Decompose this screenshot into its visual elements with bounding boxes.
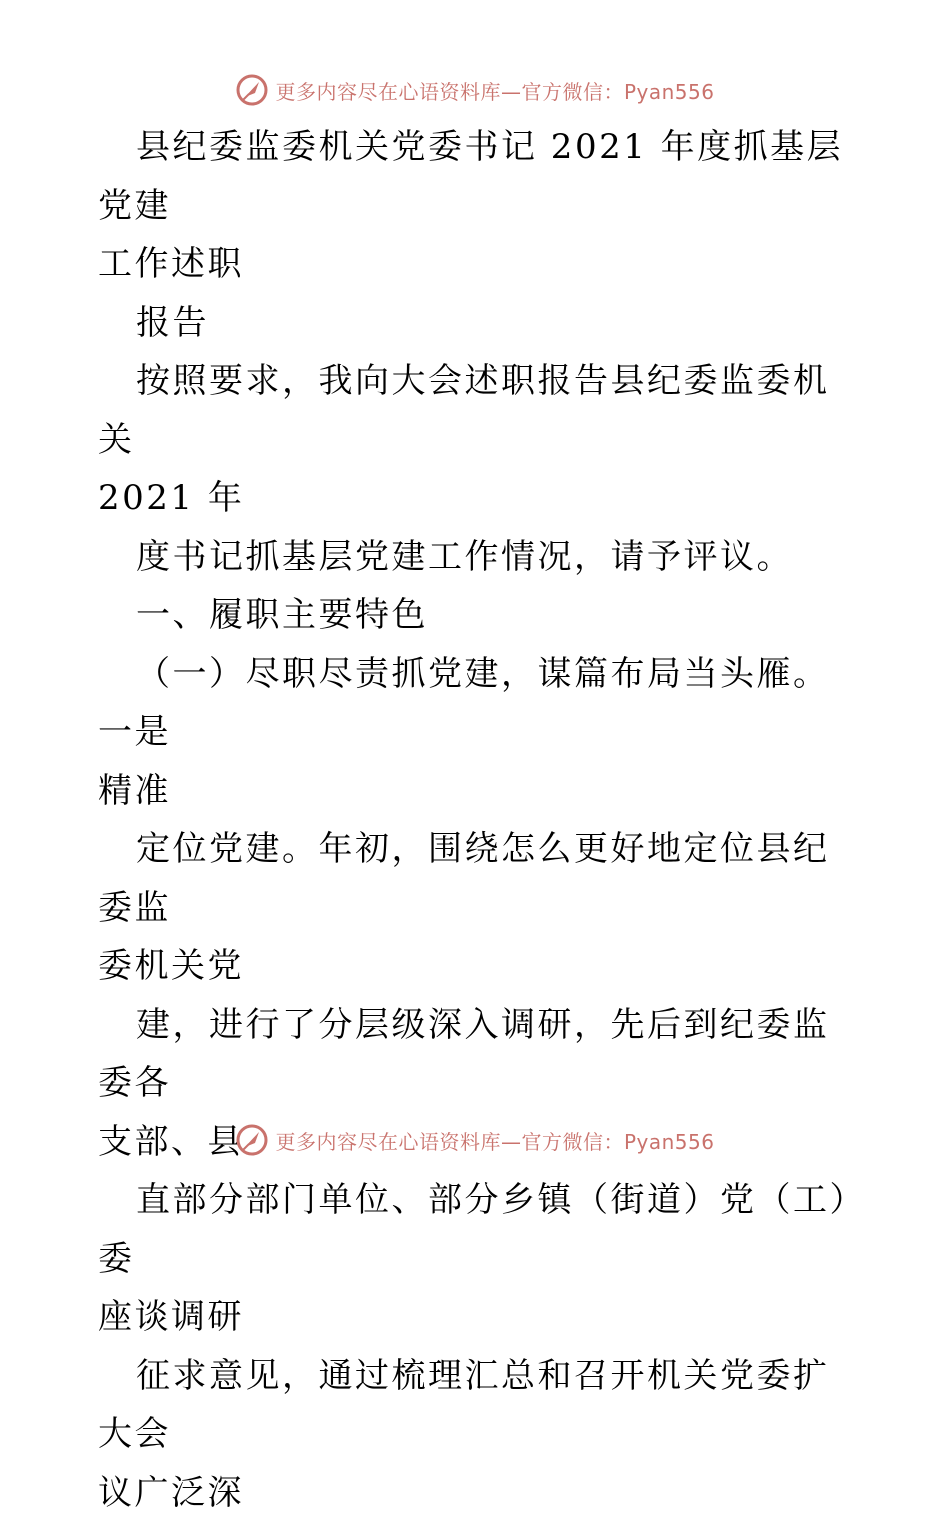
watermark-text: 更多内容尽在心语资料库—官方微信：Pyan556 bbox=[275, 1126, 714, 1155]
doc-paragraph bbox=[98, 1347, 858, 1522]
doc-line: 座谈调研 bbox=[98, 1297, 244, 1337]
doc-line: 议广泛深 bbox=[98, 1473, 244, 1513]
doc-line: 按照要求，我向大会述职报告县纪委监委机关 bbox=[98, 361, 830, 460]
doc-line: 度书记抓基层党建工作情况，请予评议。 bbox=[136, 537, 793, 577]
doc-line: 征求意见，通过梳理汇总和召开机关党委扩大会 bbox=[98, 1356, 830, 1455]
header-watermark bbox=[0, 70, 950, 110]
doc-line: 2021 年 bbox=[98, 478, 244, 518]
doc-line: 报告 bbox=[136, 303, 209, 343]
doc-paragraph bbox=[98, 645, 858, 821]
doc-line: 建，进行了分层级深入调研，先后到纪委监委各 bbox=[98, 1005, 830, 1104]
doc-paragraph bbox=[98, 1171, 858, 1347]
doc-line: 精准 bbox=[98, 771, 171, 811]
doc-line: 县纪委监委机关党委书记 2021 年度抓基层党建 bbox=[98, 127, 843, 226]
doc-line: 直部分部门单位、部分乡镇（街道）党（工）委 bbox=[98, 1180, 849, 1279]
watermark-text: 更多内容尽在心语资料库—官方微信：Pyan556 bbox=[275, 76, 714, 105]
quill-logo-icon bbox=[235, 73, 269, 107]
doc-line: （一）尽职尽责抓党建，谋篇布局当头雁。一是 bbox=[98, 654, 830, 753]
document-body bbox=[98, 118, 858, 1522]
doc-line: 一、履职主要特色 bbox=[136, 595, 428, 635]
doc-paragraph bbox=[98, 820, 858, 996]
doc-paragraph bbox=[98, 586, 858, 645]
quill-logo-icon bbox=[235, 1123, 269, 1157]
doc-line: 工作述职 bbox=[98, 244, 244, 284]
doc-line: 定位党建。年初，围绕怎么更好地定位县纪委监 bbox=[98, 829, 830, 928]
doc-paragraph bbox=[98, 294, 858, 353]
doc-paragraph bbox=[98, 528, 858, 587]
doc-line: 委机关党 bbox=[98, 946, 244, 986]
footer-watermark bbox=[0, 1120, 950, 1160]
doc-paragraph bbox=[98, 352, 858, 528]
doc-paragraph bbox=[98, 118, 858, 294]
doc-line: 支部、县 bbox=[98, 1122, 244, 1162]
